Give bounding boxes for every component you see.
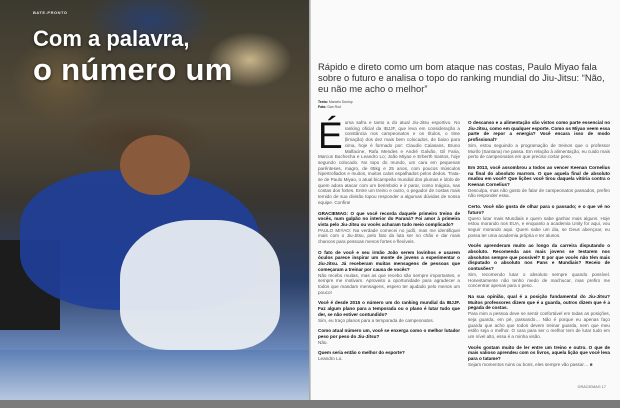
answer: Sim, eu traço planos para a temporada de campeonatos. <box>318 317 434 323</box>
answer: Sim, estou seguindo a programação de treinos que o professor Murilo (Santana) me passa. Em relação à alimentação, eu cuido mais perto de campeonatos em que preciso cortar peso. <box>468 142 610 160</box>
qa-block <box>318 300 460 323</box>
answer: Desculpa, mas não gosto de falar de campeonatos passados, prefiro não responder essa. <box>468 187 610 199</box>
credit-photo <box>318 105 341 109</box>
section-kicker: BATE-PRONTO <box>33 10 68 15</box>
qa-block <box>468 165 610 199</box>
cover-photo <box>0 0 309 400</box>
article-column-2 <box>468 120 610 372</box>
answer: Não. <box>318 339 328 345</box>
qa-block <box>318 250 460 296</box>
question: Como atual número um, você se enxerga como o melhor lutador peso por peso do Jiu-Jitsu? <box>318 328 460 339</box>
qa-block <box>468 294 610 340</box>
credit-photographer: Dan Rod <box>327 105 341 109</box>
question: Você é desde 2015 o número um do ranking mundial da IBJJF. Faz algum plano para a temporada ou o plano é lutar tudo que der, se não estiver contundido? <box>318 300 460 317</box>
qa-block <box>318 328 460 345</box>
question: GRACIEMAG: O que você recorda daquele primeiro treino de vocês, num galpão no interior do Paraná? Foi amor à primeira vista pelo Jiu-Jitsu ou vocês acharam tudo meio complicado? <box>318 210 460 227</box>
article-deck: Rápido e direto como um bom ataque nas costas, Paulo Miyao fala sobre o futuro e analisa o topo do ranking mundial do Jiu-Jitsu: “Não, eu não me acho o melhor” <box>318 61 605 94</box>
headline-line-2: o número um <box>33 52 233 87</box>
question: Vocês gostam muito de ler entre um treino e outro. O que de mais valioso aprendeu com os livros, aquela lição que você leva para o tatame? <box>468 344 610 362</box>
article-page <box>311 0 620 400</box>
answer: PAULO MIYAO: Na verdade comecei no judô, mas me identifiquei mais com o Jiu-Jitsu, pelo fato da luta ser no chão e dar mais chances para pessoas menos fortes e flexíveis. <box>318 227 460 245</box>
question: Vocês aprenderam muito ao longo da carreira disputando o absoluto. Recomenda aos mais jovens se testarem nos absolutos sempre que possível? E por que vocês não têm mais disputado o absoluto nos Pans e Mundiais? Receio de contusões? <box>468 243 610 272</box>
qa-block <box>468 120 610 160</box>
credit-label: Foto: <box>318 105 327 109</box>
credit-label: Texto: <box>318 100 328 104</box>
photo-athlete-head <box>120 135 190 195</box>
intro-text: uma safra e tanto a do atual Jiu-Jitsu esportivo. No ranking oficial da IBJJF, que leva em consideração a constância nos campeonatos e os títulos, o time (limação) dos dez mais bem colocados, de baixo para cima, hoje é formado por: Claudio Calasans, Bruno Malfacine, Rafa Mendes e André Galvão, Gil Faria, Marcus Buchecha e Leandro Lo; João Miyao e Erberth Santos, hoje segundo colocado. No topo do mundo, um cara em pequenas parênteses, magro, de 65kg e 25 anos, com poucos músculos hipertrofiados e muitos, muitos calos espalhados pelos dedos. Trata-se de Paulo Miyao, o atual bicampeão mundial dos plumas e ídolo de quem adora atacar com um berimbolo e ir parar, como mágica, nas costas dos fortes. Entre um treino e outro, o pegador de costas mais temido de sua divisão topou responder a algumas dúvidas de nossa equipe. Confira! <box>318 120 460 205</box>
question: Em 2013, você assombrou a todos ao vencer Keenan Cornelius na final do absoluto marrom. O que aquela final de absoluto mudou em você? Que lições você tirou daquela vitória contra o Keenan Cornelius? <box>468 164 610 188</box>
question: O fato de você e seu irmão João serem lovinhos e usarem óculos parece inspirar um monte de jovens a experimentar o Jiu-Jitsu. Já receberam muitas mensagens de pessoas que começaram a treinar por causa de vocês? <box>318 249 460 272</box>
drop-cap: É <box>318 115 343 156</box>
qa-block <box>318 211 460 245</box>
question: Quem seria então o melhor do esporte? <box>318 350 405 356</box>
qa-block <box>468 345 610 368</box>
article-column-1 <box>318 115 460 367</box>
qa-block <box>468 204 610 238</box>
qa-block <box>468 243 610 289</box>
question: Certo. Você não gosta de olhar para o passado; e o que vê no futuro? <box>468 204 610 215</box>
answer: Não recebo muitas, mas as que recebo são sempre importantes, e sempre me motivam. Aproveito a oportunidade para agradecer a todos que mandam mensagens, espero ter ajudado pelo menos um pouco! <box>318 272 460 295</box>
intro-paragraph <box>318 115 460 206</box>
question: O descanso e a alimentação são vistos como parte essencial no Jiu-Jitsu, como em qualquer esporte. Como os Miyao veem essa parte de repor a energia? Você encara isso de modo profissional? <box>468 120 610 143</box>
credit-author: Marcelo Dunlop <box>328 100 353 104</box>
answer: Leandro Lo. <box>318 356 343 362</box>
qa-block <box>318 350 460 361</box>
page-shadow <box>0 400 620 408</box>
photo-mat <box>0 350 309 400</box>
headline-line-1: Com a palavra, <box>33 26 190 51</box>
credit-text <box>318 100 353 104</box>
answer: Sim, recomendo lutar o absoluto sempre quando possível. Honestamente não tenho medo de machucar, mas prefiro me concentrar apenas para o peso. <box>468 271 610 289</box>
photo-athlete-white-gi <box>120 220 280 350</box>
question: Na sua opinião, qual é a posição fundamental do Jiu-Jitsu? Muitos professores dizem que é a guarda, outros dizem que é a pegada de costas. <box>468 293 610 311</box>
answer: Para mim a pessoa deve se sentir confortável em todas as posições, seja guarda, em pé, passando… Não é porque eu apenas faço guarda que acho que todos devem treinar guarda, nem que meu estilo seja o melhor. O cara para ser o melhor tem de lutar tudo em um nível alto, essa é a minha visão. <box>468 311 610 339</box>
answer: Sejam momentos ruins ou bons, eles sempre vão passar… ■ <box>468 361 593 367</box>
page-folio: GRACIEMAG 17 <box>577 385 606 389</box>
answer: Quero lutar mais Mundiais e quem sabe ganhar mais alguns. Hoje estou morando nos EUA, e enquanto a academia Unity for aqui, vou seguir morando aqui. Quem sabe um dia, se Deus abençoar, eu possa ter uma academia própria e ter alunos. <box>468 215 610 238</box>
